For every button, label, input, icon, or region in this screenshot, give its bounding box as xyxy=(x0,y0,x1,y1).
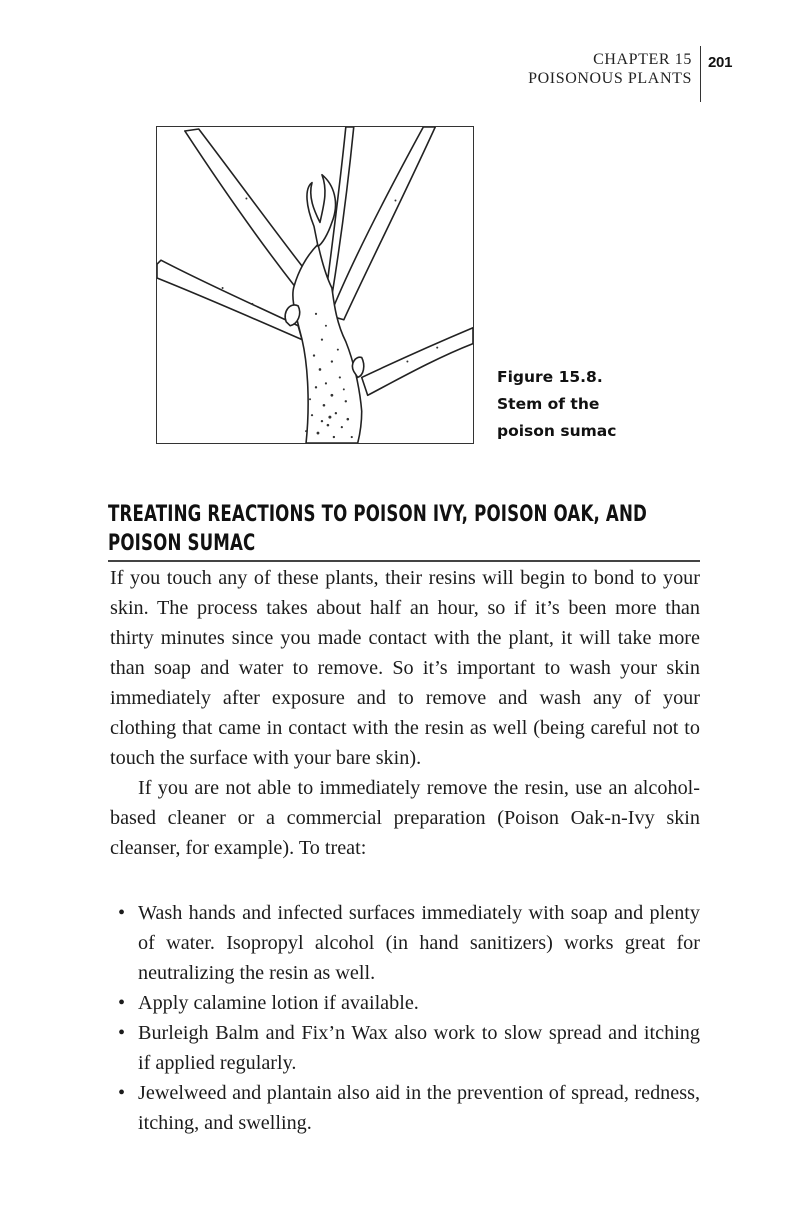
list-item-text: Apply calamine lotion if available. xyxy=(138,992,419,1014)
figure-caption-line: poison sumac xyxy=(497,422,617,440)
list-item xyxy=(110,1018,700,1078)
chapter-title: POISONOUS PLANTS xyxy=(528,70,692,87)
list-item-text: Wash hands and infected surfaces immediately with soap and plenty of water. Isopropyl alcohol (in hand sanitizers) works great for neutralizing the resin as well. xyxy=(138,902,700,984)
figure-illustration xyxy=(156,126,474,444)
list-item xyxy=(110,988,700,1018)
bullet-icon: • xyxy=(118,1022,126,1044)
body-text xyxy=(110,563,700,1138)
poison-sumac-stem-icon xyxy=(157,127,473,443)
running-head-divider xyxy=(700,46,701,102)
figure-caption-line: Figure 15.8. xyxy=(497,368,603,386)
paragraph: If you touch any of these plants, their resins will begin to bond to your skin. The process takes about half an hour, so if it’s been more than thirty minutes since you made contact with the plant, it will take more than soap and water to remove. So it’s important to wash your skin immediately after exposure and to remove and wash any of your clothing that came in contact with the resin as well (being careful not to touch the surface with your bare skin). xyxy=(110,567,700,769)
section-heading: TREATING REACTIONS TO POISON IVY, POISON OAK, AND POISON SUMAC xyxy=(108,501,648,556)
list-item xyxy=(110,898,700,988)
paragraph: If you are not able to immediately remove the resin, use an alcohol-based cleaner or a commercial preparation (Poison Oak-n-Ivy skin cleanser, for example). To treat: xyxy=(110,777,700,859)
chapter-label: CHAPTER 15 xyxy=(593,51,692,68)
list-item xyxy=(110,1078,700,1138)
running-head xyxy=(528,50,692,88)
figure-caption-line: Stem of the xyxy=(497,395,600,413)
list-item-text: Burleigh Balm and Fix’n Wax also work to slow spread and itching if applied regularly. xyxy=(138,1022,700,1074)
heading-rule xyxy=(108,560,700,562)
figure-caption xyxy=(497,364,647,445)
bullet-icon: • xyxy=(118,992,126,1014)
bullet-icon: • xyxy=(118,1082,126,1104)
list-item-text: Jewelweed and plantain also aid in the prevention of spread, redness, itching, and swelling. xyxy=(138,1082,700,1134)
treatment-list xyxy=(110,898,700,1138)
page-number: 201 xyxy=(708,54,733,71)
bullet-icon: • xyxy=(118,902,126,924)
